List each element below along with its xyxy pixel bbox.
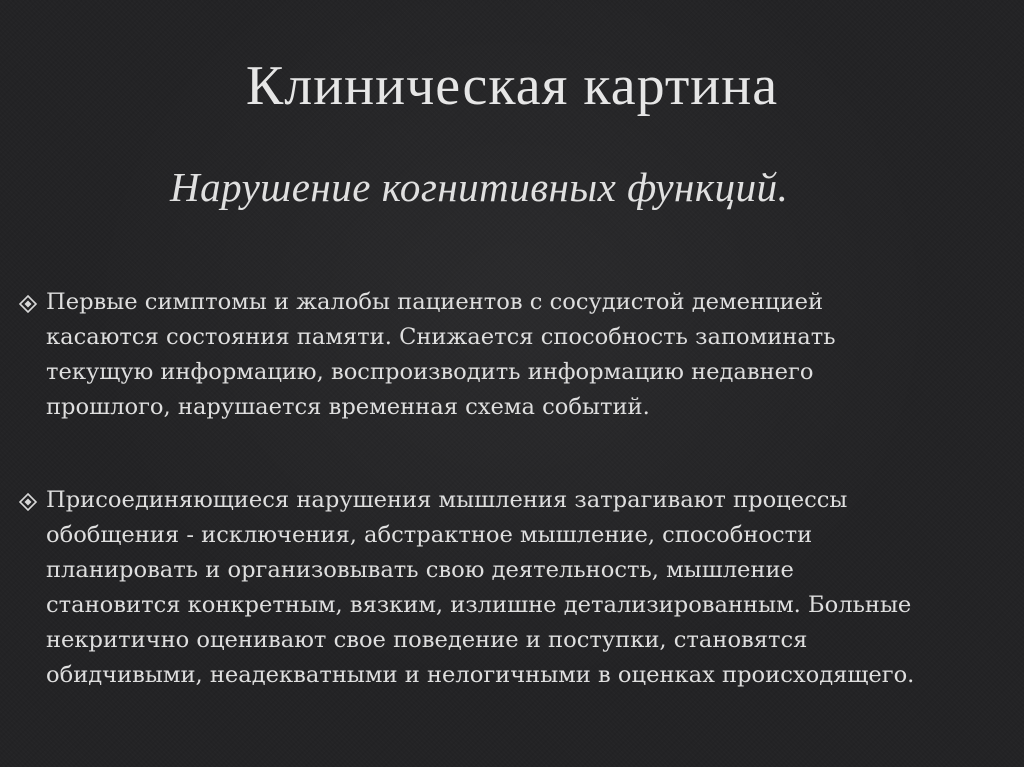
bullet-item [18, 483, 1008, 693]
slide-title: Клиническая картина [245, 55, 779, 117]
bullet-text: Присоединяющиеся нарушения мышления затрагивают процессы обобщения - исключения, абстрактное мышление, способности планировать и организовывать свою деятельность, мышление становится конкретным, вязким, излишне детализированным. Больные некритично оценивают свое поведение и поступки, становятся обидчивыми, неадекватными и нелогичными в оценках происходящего. [46, 487, 915, 688]
slide-subtitle: Нарушение когнитивных функций. [170, 164, 789, 210]
diamond-bullet-icon [18, 492, 38, 512]
bullet-item [18, 285, 1008, 425]
diamond-bullet-icon [18, 294, 38, 314]
bullet-text: Первые симптомы и жалобы пациентов с сосудистой деменцией касаются состояния памяти. Снижается способность запоминать текущую информацию, воспроизводить информацию недавнего прошлого, нарушается временная схема событий. [46, 289, 836, 420]
